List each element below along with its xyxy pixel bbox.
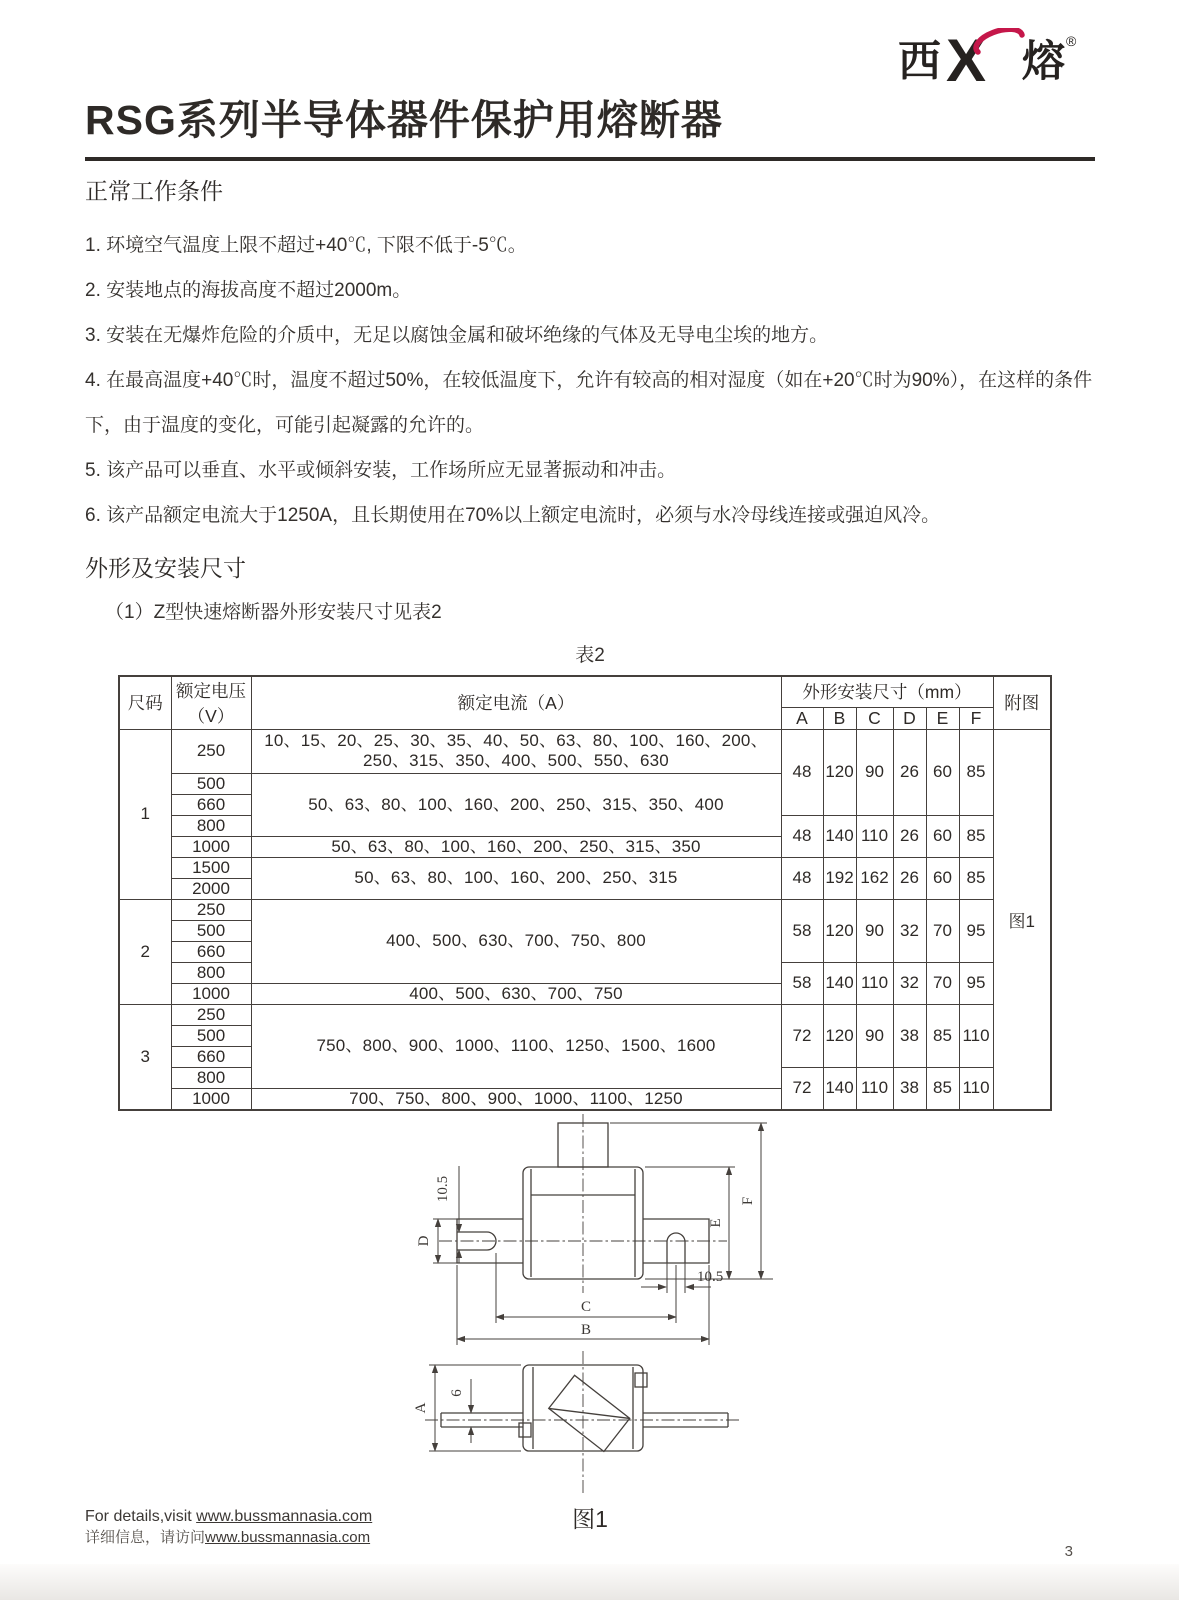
- cell-dim-c: 162: [856, 857, 893, 899]
- header-dim-d: D: [893, 707, 926, 729]
- dim-label-lead: 6: [449, 1388, 465, 1397]
- cell-dim-d: 26: [893, 729, 926, 815]
- footer-link-en[interactable]: www.bussmannasia.com: [196, 1508, 373, 1525]
- cell-dim-b: 140: [823, 962, 856, 1004]
- dim-label-c: C: [580, 1298, 592, 1315]
- dim-label-e: E: [708, 1218, 724, 1228]
- fuse-front-view-drawing: [383, 1111, 853, 1349]
- cell-dim-e: 60: [926, 815, 959, 857]
- condition-item: 6. 该产品额定电流大于1250A，且长期使用在70%以上额定电流时，必须与水冷母线连接或强迫风冷。: [85, 505, 941, 527]
- dim-label-f: F: [740, 1196, 756, 1205]
- cell-dim-f: 110: [959, 1067, 993, 1110]
- condition-item: 1. 环境空气温度上限不超过+40℃, 下限不低于-5℃。: [85, 235, 527, 257]
- fuse-top-view-drawing: [383, 1349, 853, 1499]
- condition-item: 3. 安装在无爆炸危险的介质中，无足以腐蚀金属和破坏绝缘的气体及无导电尘埃的地方。: [85, 325, 829, 347]
- cell-voltage: 2000: [171, 878, 251, 899]
- cell-voltage: 660: [171, 1046, 251, 1067]
- condition-item: 4. 在最高温度+40℃时，温度不超过50%，在较低温度下，允许有较高的相对湿度（如在+20℃时为90%），在这样的条件下，由于温度的变化，可能引起凝露的允许的。: [85, 370, 1093, 437]
- dimensions-note: （1）Z型快速熔断器外形安装尺寸见表2: [105, 602, 442, 624]
- cell-dim-d: 38: [893, 1004, 926, 1067]
- cell-dim-e: 70: [926, 962, 959, 1004]
- title-rule: [85, 157, 1095, 161]
- logo-char-rong: 熔: [1022, 38, 1065, 86]
- cell-voltage: 1000: [171, 983, 251, 1004]
- cell-dim-d: 26: [893, 815, 926, 857]
- table-row: [119, 729, 1051, 773]
- cell-size: 3: [119, 1004, 171, 1110]
- table-row: [119, 857, 1051, 878]
- cell-current: 400、500、630、700、750、800: [251, 899, 781, 983]
- cell-dim-b: 192: [823, 857, 856, 899]
- cell-dim-d: 38: [893, 1067, 926, 1110]
- brand-logo: [898, 28, 1083, 90]
- cell-current: 50、63、80、100、160、200、250、315: [251, 857, 781, 899]
- cell-dim-a: 48: [781, 815, 823, 857]
- cell-voltage: 250: [171, 1004, 251, 1025]
- cell-dim-a: 58: [781, 899, 823, 962]
- condition-item: 5. 该产品可以垂直、水平或倾斜安装，工作场所应无显著振动和冲击。: [85, 460, 677, 482]
- cell-dim-f: 95: [959, 899, 993, 962]
- bottom-scan-band: [0, 1564, 1179, 1600]
- cell-dim-c: 110: [856, 1067, 893, 1110]
- footer-text-en: For details,visit: [85, 1508, 197, 1525]
- logo-char-xi: 西: [898, 38, 941, 86]
- dim-label-b: B: [580, 1321, 592, 1338]
- cell-dim-a: 48: [781, 857, 823, 899]
- cell-voltage: 660: [171, 794, 251, 815]
- cell-dim-b: 120: [823, 1004, 856, 1067]
- dim-label-slot-width: 10.5: [435, 1175, 451, 1202]
- cell-voltage: 500: [171, 1025, 251, 1046]
- cell-voltage: 500: [171, 920, 251, 941]
- cell-voltage: 660: [171, 941, 251, 962]
- cell-dim-a: 72: [781, 1004, 823, 1067]
- cell-voltage: 800: [171, 815, 251, 836]
- cell-size: 2: [119, 899, 171, 1004]
- cell-dim-a: 48: [781, 729, 823, 815]
- table-caption: 表2: [575, 645, 605, 667]
- cell-dim-c: 90: [856, 729, 893, 815]
- cell-dim-a: 58: [781, 962, 823, 1004]
- cell-voltage: 1000: [171, 836, 251, 857]
- cell-dim-c: 110: [856, 815, 893, 857]
- header-size: 尺码: [119, 676, 171, 729]
- cell-dim-f: 110: [959, 1004, 993, 1067]
- cell-dim-a: 72: [781, 1067, 823, 1110]
- cell-current: 10、15、20、25、30、35、40、50、63、80、100、160、200、250、315、350、400、500、550、630: [251, 729, 781, 773]
- cell-current: 50、63、80、100、160、200、250、315、350、400: [251, 773, 781, 836]
- cell-voltage: 250: [171, 729, 251, 773]
- dimension-lines: [433, 1123, 773, 1345]
- registered-mark: ®: [1066, 33, 1077, 49]
- cell-dim-d: 32: [893, 962, 926, 1004]
- cell-dim-e: 85: [926, 1004, 959, 1067]
- cell-dim-e: 60: [926, 857, 959, 899]
- figure-1: [85, 1111, 1095, 1534]
- header-dim-e: E: [926, 707, 959, 729]
- spec-table: [118, 675, 1052, 1111]
- cell-dim-b: 120: [823, 899, 856, 962]
- conditions-list: [85, 223, 1095, 538]
- cell-dim-b: 140: [823, 1067, 856, 1110]
- header-current: 额定电流（A）: [251, 676, 781, 729]
- cell-dim-f: 85: [959, 857, 993, 899]
- cell-current: 700、750、800、900、1000、1100、1250: [251, 1088, 781, 1110]
- cell-dim-d: 32: [893, 899, 926, 962]
- cell-voltage: 500: [171, 773, 251, 794]
- cell-dim-c: 90: [856, 1004, 893, 1067]
- header-dim-a: A: [781, 707, 823, 729]
- cell-dim-b: 120: [823, 729, 856, 815]
- dimension-lines: [429, 1365, 521, 1451]
- fuse-top-outline: [441, 1365, 728, 1452]
- section-heading-conditions: 正常工作条件: [85, 178, 223, 204]
- page-footer: [85, 1506, 372, 1548]
- cell-dim-c: 110: [856, 962, 893, 1004]
- header-dims-group: 外形安装尺寸（mm）: [781, 676, 993, 707]
- page-number: 3: [1064, 1543, 1073, 1560]
- dim-label-slot-width-right: 10.5: [697, 1268, 724, 1285]
- cell-dim-e: 60: [926, 729, 959, 815]
- figure-caption: 图1: [572, 1505, 608, 1532]
- cell-voltage: 1000: [171, 1088, 251, 1110]
- page-title: RSG系列半导体器件保护用熔断器: [85, 97, 723, 143]
- dim-label-a: A: [413, 1402, 429, 1414]
- cell-dim-d: 26: [893, 857, 926, 899]
- cell-dim-f: 85: [959, 729, 993, 815]
- cell-size: 1: [119, 729, 171, 899]
- table-row: [119, 1004, 1051, 1025]
- footer-link-cn[interactable]: www.bussmannasia.com: [205, 1529, 371, 1546]
- footer-text-cn: 详细信息，请访问: [85, 1529, 206, 1546]
- cell-dim-f: 85: [959, 815, 993, 857]
- header-figure: 附图: [993, 676, 1051, 729]
- cell-dim-e: 70: [926, 899, 959, 962]
- cell-current: 400、500、630、700、750: [251, 983, 781, 1004]
- cell-current: 750、800、900、1000、1100、1250、1500、1600: [251, 1004, 781, 1088]
- header-dim-f: F: [959, 707, 993, 729]
- cell-dim-f: 95: [959, 962, 993, 1004]
- dim-label-d: D: [416, 1235, 432, 1247]
- cell-voltage: 250: [171, 899, 251, 920]
- header-voltage: 额定电压（V）: [171, 676, 251, 729]
- cell-dim-c: 90: [856, 899, 893, 962]
- cell-dim-b: 140: [823, 815, 856, 857]
- cell-current: 50、63、80、100、160、200、250、315、350: [251, 836, 781, 857]
- cell-voltage: 800: [171, 1067, 251, 1088]
- cell-dim-e: 85: [926, 1067, 959, 1110]
- logo-char-x: X: [946, 28, 987, 90]
- cell-figure-ref: 图1: [993, 729, 1051, 1110]
- table-row: [119, 899, 1051, 920]
- condition-item: 2. 安装地点的海拔高度不超过2000m。: [85, 280, 412, 302]
- header-dim-b: B: [823, 707, 856, 729]
- section-heading-dimensions: 外形及安装尺寸: [85, 555, 246, 582]
- cell-voltage: 1500: [171, 857, 251, 878]
- cell-voltage: 800: [171, 962, 251, 983]
- header-dim-c: C: [856, 707, 893, 729]
